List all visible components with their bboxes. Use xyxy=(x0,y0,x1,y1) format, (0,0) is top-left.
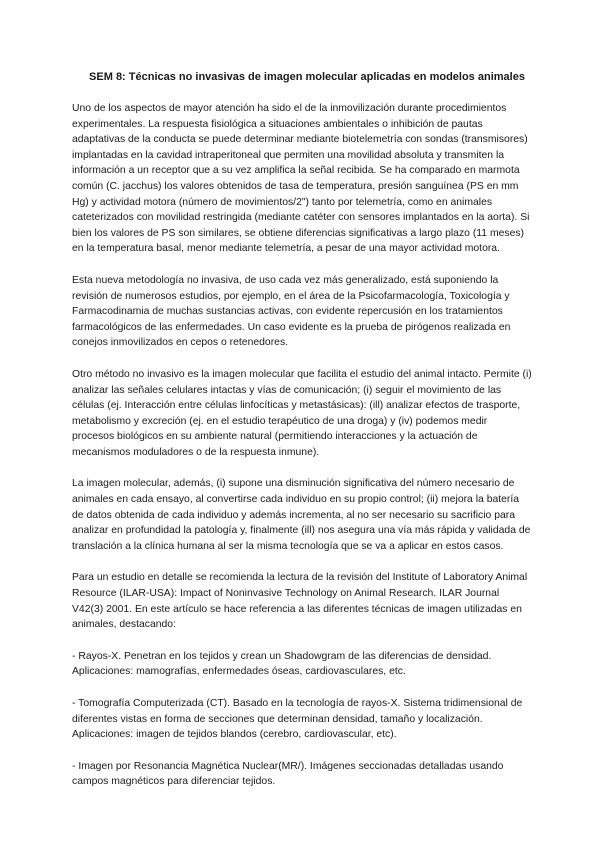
paragraph-metodologia: Esta nueva metodología no invasiva, de uso cada vez más generalizado, está suponiendo la revisión de numerosos estudios, por ejemplo, en el área de la Psicofarmacología, Toxicología y Farmacodinamia de muchas sustancias activas, con evidente repercusión en los tratamientos farmacológicos de las enfermedades. Un caso evidente es la prueba de pirógenos realizada en conejos inmovilizados en cepos o retenedores. xyxy=(72,274,511,349)
document-body xyxy=(72,101,532,806)
paragraph-ventajas: La imagen molecular, además, (i) supone una disminución significativa del número necesario de animales en cada ensayo, al convertirse cada individuo en su propio control; (ii) mejora la batería de datos obtenida de cada individuo y además incrementa, al no ser necesario su sacrificio para analizar en profundidad la patología y, finalmente (ill) nos asegura una vía más rápida y validada de translación a la clínica humana al ser la misma tecnología que se va a aplicar en estos casos. xyxy=(72,478,531,552)
paragraph-referencia-ilar: Para un estudio en detalle se recomienda la lectura de la revisión del Institute of Laboratory Animal Resource (ILAR-USA): Impact of Noninvasive Technology on Animal Research. ILAR Journal V42(3) 2001. En este artículo se hace referencia a las diferentes técnicas de imagen utilizadas en animales, destacando: xyxy=(72,572,528,631)
list-item-tomografia: - Tomografía Computerizada (CT). Basado en la tecnología de rayos-X. Sistema tridimensional de diferentes vistas en forma de secciones que determinan densidad, tamaño y localización. Aplicaciones: imagen de tejidos blandos (cerebro, cardiovascular, etc). xyxy=(72,698,523,741)
list-item-resonancia: - Imagen por Resonancia Magnética Nuclear(MR/). Imágenes seccionadas detalladas usando campos magnéticos para diferenciar tejidos. xyxy=(72,760,504,788)
list-item-rayos-x: - Rayos-X. Penetran en los tejidos y crean un Shadowgram de las diferencias de densidad. Aplicaciones: mamografías, enfermedades óseas, cardiovasculares, etc. xyxy=(72,650,492,678)
paragraph-inmovilizacion: Uno de los aspectos de mayor atención ha sido el de la inmovilización durante procedimientos experimentales. La respuesta fisiológica a situaciones ambientales o inhibición de pautas adaptativas de la conducta se puede determinar mediante biotelemetría con sondas (transmisores) implantadas en la cavidad intraperitoneal que permiten una movilidad absoluta y transmiten la información a un receptor que a su vez amplifica la señal recibida. Se ha comparado en marmota común (C. jacchus) los valores obtenidos de tasa de temperatura, presión sanguínea (PS en mm Hg) y actividad motora (número de movimientos/2") tanto por telemetría, como en animales cateterizados con movilidad restringida (mediante catéter con sensores implantados en la aorta). Si bien los valores de PS son similares, se obtiene diferencias significativas a largo plazo (11 meses) en la temperatura basal, menor mediante telemetría, a pesar de una mayor actividad motora. xyxy=(72,103,530,255)
document-title: SEM 8: Técnicas no invasivas de imagen molecular aplicadas en modelos animales xyxy=(89,71,525,83)
paragraph-imagen-molecular: Otro método no invasivo es la imagen molecular que facilita el estudio del animal intacto. Permite (i) analizar las señales celulares intactas y vías de comunicación; (i) seguir el movimiento de las células (ej. Interacción entre células linfocíticas y metastásicas): (ill) analizar efectos de trasporte, metabolismo y excreción (ej. en el estudio terapéutico de una droga) y (iv) podemos medir procesos biológicos en su ambiente natural (permitiendo interacciones y la actuación de mecanismos moduladores o de la respuesta inmune). xyxy=(72,368,532,458)
